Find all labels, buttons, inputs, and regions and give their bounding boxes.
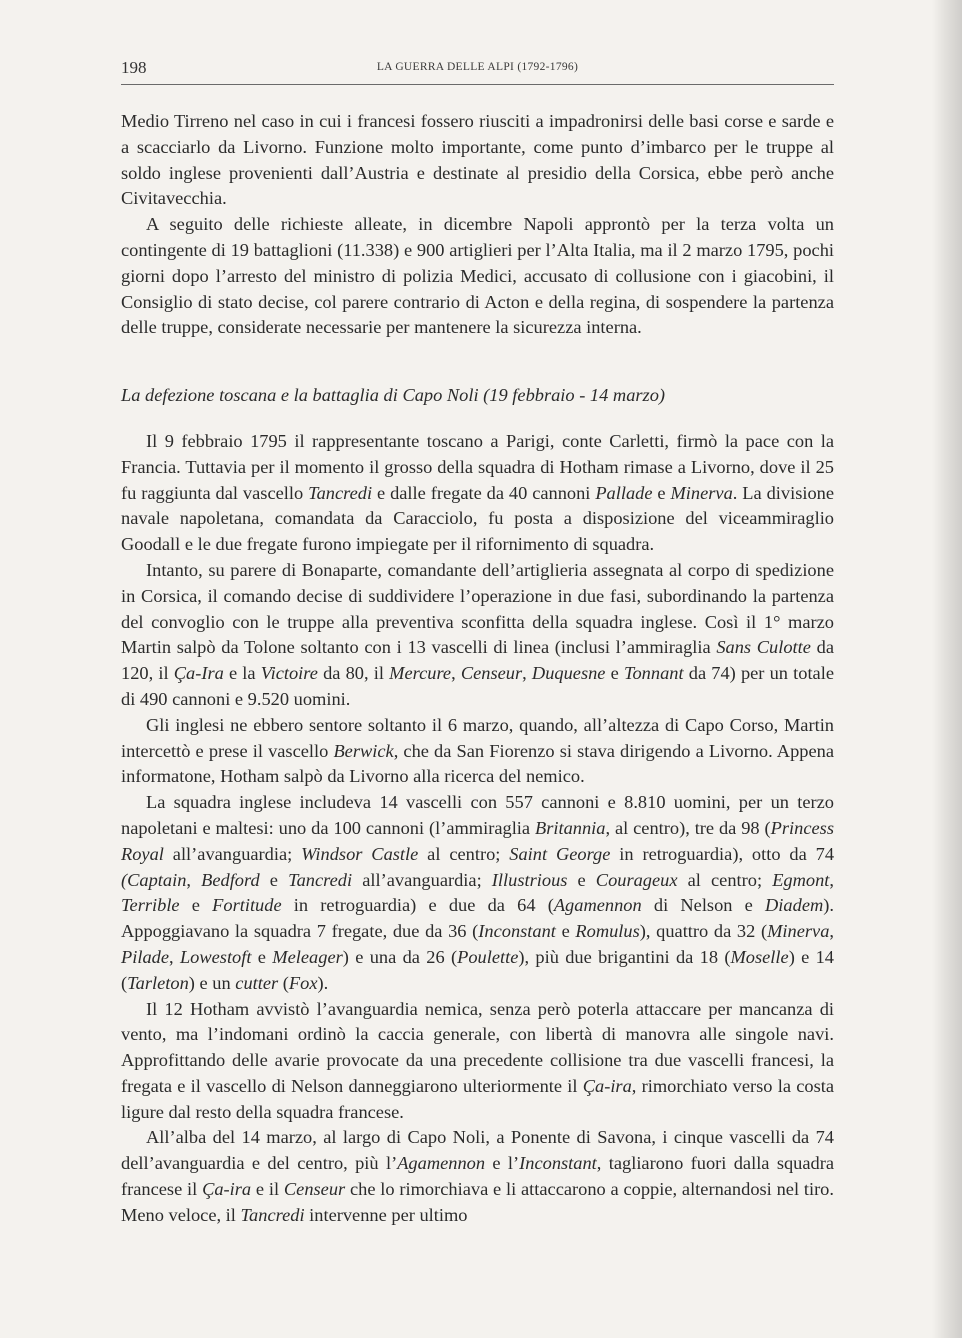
text-segment: Medio Tirreno nel caso in cui i francesi fossero riusciti a impadronirsi delle basi corse e sarde e a scacciarlo da Livorno. Funzione molto importante, come punto d’imbarco per le truppe al soldo inglese provenienti dall’Austria e destinate al presidio della Corsica, ebbe però anche Civitavecchia. bbox=[121, 111, 834, 209]
text-segment: , bbox=[169, 946, 180, 967]
text-segment: ). Appoggiavano la squadra 7 fregate, due da 36 ( bbox=[121, 895, 834, 942]
text-segment: , bbox=[451, 663, 461, 684]
paragraph bbox=[121, 997, 834, 1126]
paragraph bbox=[121, 713, 834, 790]
italic-text-segment: Minerva bbox=[767, 921, 830, 942]
text-segment: all’avanguardia; bbox=[352, 869, 492, 890]
italic-text-segment: Ça-ira bbox=[582, 1075, 632, 1096]
italic-text-segment: Windsor Castle bbox=[301, 843, 419, 864]
italic-text-segment: Princess Royal bbox=[121, 817, 834, 864]
text-segment: da 80, il bbox=[317, 663, 390, 684]
italic-text-segment: Egmont bbox=[772, 869, 830, 890]
text-segment: ( bbox=[278, 972, 289, 993]
italic-text-segment: Ça-Ira bbox=[173, 663, 224, 684]
italic-text-segment: Fortitude bbox=[212, 895, 282, 916]
paragraph bbox=[121, 1125, 834, 1228]
text-segment: e dalle fregate da 40 cannoni bbox=[372, 482, 596, 503]
italic-text-segment: Sans Culotte bbox=[716, 637, 811, 658]
italic-text-segment: Bedford bbox=[201, 869, 260, 890]
text-segment: e il bbox=[251, 1179, 284, 1200]
italic-text-segment: Ça-ira bbox=[202, 1179, 252, 1200]
running-title: LA GUERRA DELLE ALPI (1792-1796) bbox=[376, 61, 579, 73]
italic-text-segment: La defezione toscana e la battaglia di Capo Noli (19 febbraio - 14 marzo) bbox=[121, 385, 666, 406]
page-number: 198 bbox=[121, 58, 147, 77]
text-segment: Il 12 Hotham avvistò l’avanguardia nemica, senza però poterla attaccare per mancanza di vento, ma l’indomani ordinò la caccia generale, con libertà di manovra alle singole navi. Approfittando delle avarie provocate da una precedente collisione tra due vascelli francesi, la fregata e il vascello di Nelson danneggiarono ulteriormente il bbox=[121, 998, 834, 1096]
italic-text-segment: Illustrious bbox=[491, 869, 568, 890]
text-segment: , bbox=[829, 921, 835, 942]
italic-text-segment: cutter bbox=[235, 972, 279, 993]
italic-text-segment: Minerva bbox=[670, 482, 733, 503]
italic-text-segment: Tonnant bbox=[623, 663, 684, 684]
paragraph bbox=[121, 212, 834, 341]
paragraph bbox=[121, 558, 834, 713]
text-segment: al centro; bbox=[418, 843, 510, 864]
text-segment: e bbox=[567, 869, 596, 890]
italic-text-segment: Duquesne bbox=[531, 663, 606, 684]
text-segment: all’avanguardia; bbox=[163, 843, 302, 864]
italic-text-segment: Poulette bbox=[457, 946, 519, 967]
text-segment: e bbox=[179, 895, 213, 916]
italic-text-segment: Victoire bbox=[260, 663, 318, 684]
italic-text-segment: Fox bbox=[288, 972, 318, 993]
text-segment: da 74) per un totale di 490 cannoni e 9.520 uomini. bbox=[121, 663, 834, 709]
text-segment: di Nelson e bbox=[641, 895, 766, 916]
text-segment: , bbox=[186, 869, 202, 890]
italic-text-segment: Moselle bbox=[730, 946, 789, 967]
italic-text-segment: Inconstant bbox=[478, 921, 556, 942]
text-segment: e bbox=[605, 663, 624, 684]
text-segment: al centro; bbox=[677, 869, 773, 890]
body-text bbox=[121, 109, 834, 1229]
text-segment: Il 9 febbraio 1795 il rappresentante toscano a Parigi, conte Carletti, firmò la pace con la Francia. Tuttavia per il momento il grosso della squadra di Hotham rimase a Livorno, dove il 25 fu raggiunta dal vascello bbox=[121, 430, 834, 503]
text-segment: All’alba del 14 marzo, al largo di Capo Noli, a Ponente di Savona, i cinque vascelli da 74 dell’avanguardia e del centro, più l’ bbox=[121, 1127, 834, 1174]
italic-text-segment: Courageux bbox=[595, 869, 678, 890]
italic-text-segment: Britannia bbox=[534, 817, 606, 838]
italic-text-segment: Inconstant bbox=[519, 1153, 597, 1174]
italic-text-segment: Censeur bbox=[283, 1179, 346, 1200]
text-segment: , bbox=[522, 663, 532, 684]
text-segment: ) e 14 ( bbox=[121, 946, 835, 993]
paragraph bbox=[121, 429, 834, 558]
text-segment: e bbox=[555, 921, 576, 942]
text-segment: . La divisione navale napoletana, comandata da Caracciolo, fu posta a disposizione del viceammiraglio Goodall e le due fregate furono impiegate per il rifornimento di squadra. bbox=[121, 482, 835, 555]
italic-text-segment: Mercure bbox=[389, 663, 452, 684]
text-segment: , che da San Fiorenzo si stava dirigendo a Livorno. Appena informatone, Hotham salpò da Livorno alla ricerca del nemico. bbox=[121, 740, 834, 787]
text-segment: , rimorchiato verso la costa ligure dal resto della squadra francese. bbox=[121, 1075, 835, 1122]
text-segment: intervenne per ultimo bbox=[304, 1204, 468, 1225]
text-segment: in retroguardia), otto da 74 bbox=[610, 843, 835, 864]
text-segment: e l’ bbox=[485, 1153, 520, 1174]
text-segment: che lo rimorchiava e li attaccarono a coppie, alternandosi nel tiro. Meno veloce, il bbox=[121, 1179, 834, 1225]
text-segment: e bbox=[652, 482, 671, 503]
italic-text-segment: Berwick bbox=[333, 740, 394, 761]
text-segment: e la bbox=[223, 663, 261, 684]
italic-text-segment: Saint George bbox=[509, 843, 611, 864]
text-segment: ), più due brigantini da 18 ( bbox=[518, 946, 731, 967]
text-segment: , bbox=[829, 869, 835, 890]
text-segment: da 120, il bbox=[121, 637, 834, 684]
italic-text-segment: Agamennon bbox=[553, 895, 642, 916]
text-segment: , tagliarono fuori dalla squadra francese il bbox=[121, 1153, 835, 1200]
text-segment: , al centro), tre da 98 ( bbox=[605, 817, 771, 838]
italic-text-segment: Meleager bbox=[272, 946, 343, 967]
text-segment: in retroguardia) e due da 64 ( bbox=[281, 895, 554, 916]
text-segment: Gli inglesi ne ebbero sentore soltanto il 6 marzo, quando, all’altezza di Capo Corso, Martin intercettò e prese il vascello bbox=[121, 714, 834, 761]
text-segment: Intanto, su parere di Bonaparte, comandante dell’artiglieria assegnata al corpo di spedizione in Corsica, il comando decise di suddividere l’operazione in due fasi, subordinando la partenza del convoglio con le truppe alla preventiva sconfitta della squadra inglese. Così il 1° marzo Martin salpò da Tolone soltanto con i 13 vascelli di linea (inclusi l’ammiraglia bbox=[121, 559, 834, 658]
paragraph bbox=[121, 109, 834, 212]
italic-text-segment: Tancredi bbox=[240, 1204, 305, 1225]
italic-text-segment: Tancredi bbox=[288, 869, 353, 890]
text-segment: ), quattro da 32 ( bbox=[639, 921, 768, 942]
italic-text-segment: Pilade bbox=[121, 946, 170, 967]
section-title bbox=[121, 383, 834, 409]
page-header bbox=[121, 58, 834, 85]
italic-text-segment: Tarleton bbox=[127, 972, 189, 993]
italic-text-segment: Tancredi bbox=[308, 482, 373, 503]
paragraph bbox=[121, 790, 834, 996]
italic-text-segment: Censeur bbox=[460, 663, 523, 684]
italic-text-segment: Pallade bbox=[595, 482, 653, 503]
text-segment: e bbox=[259, 869, 289, 890]
italic-text-segment: Agamennon bbox=[397, 1153, 486, 1174]
text-segment: ). bbox=[317, 972, 329, 993]
text-segment: ) e un bbox=[188, 972, 236, 993]
text-segment: La squadra inglese includeva 14 vascelli con 557 cannoni e 8.810 uomini, per un terzo napoletani e maltesi: uno da 100 cannoni (l’ammiraglia bbox=[121, 792, 834, 838]
text-segment: ) e una da 26 ( bbox=[342, 946, 458, 967]
text-segment: e bbox=[251, 946, 273, 967]
page-edge-shadow bbox=[932, 0, 962, 1338]
italic-text-segment: Romulus bbox=[575, 921, 640, 942]
italic-text-segment: Diadem bbox=[765, 895, 824, 916]
italic-text-segment: Terrible bbox=[121, 895, 180, 916]
italic-text-segment: Lowestoft bbox=[179, 946, 252, 967]
italic-text-segment: (Captain bbox=[121, 869, 187, 890]
text-segment: A seguito delle richieste alleate, in dicembre Napoli approntò per la terza volta un contingente di 19 battaglioni (11.338) e 900 artiglieri per l’Alta Italia, ma il 2 marzo 1795, pochi giorni dopo l’arresto del ministro di polizia Medici, accusato di collusione con i giacobini, il Consiglio di stato decise, col parere contrario di Acton e della regina, di sospendere la partenza delle truppe, considerate necessarie per mantenere la sicurezza interna. bbox=[121, 214, 834, 338]
